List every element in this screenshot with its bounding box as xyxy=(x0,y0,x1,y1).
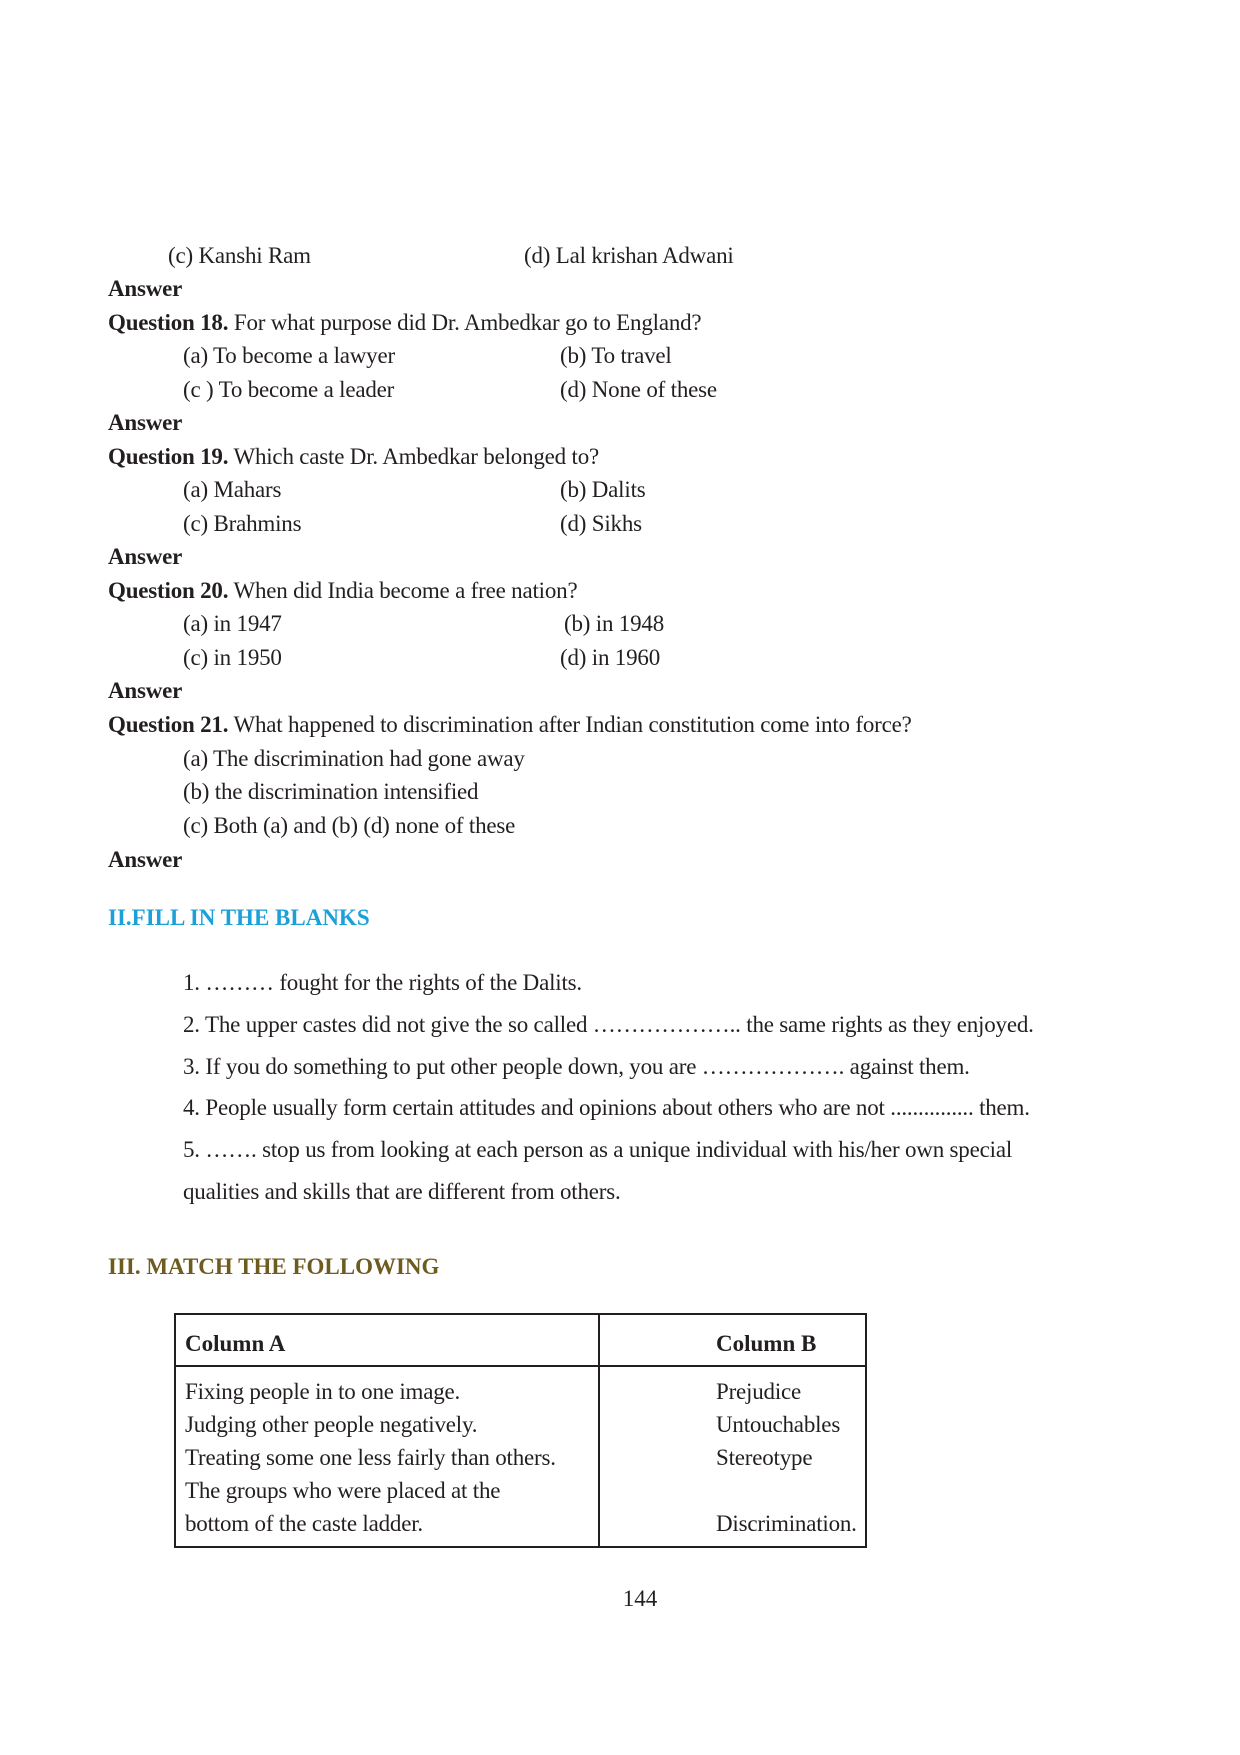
question-text: What happened to discrimination after Indian constitution come into force? xyxy=(233,712,912,737)
q19-answer-label: Answer xyxy=(108,544,183,569)
column-b-header: Column B xyxy=(599,1314,866,1366)
fill-blank-item-1: 1. ……… fought for the rights of the Dalits. xyxy=(183,970,582,995)
q18-option-a: (a) To become a lawyer xyxy=(183,343,395,368)
column-b-item: Stereotype xyxy=(716,1445,813,1470)
match-heading: III. MATCH THE FOLLOWING xyxy=(108,1254,440,1279)
fill-blank-item-3: 3. If you do something to put other people down, you are ………………. against them. xyxy=(183,1054,970,1079)
page-number: 144 xyxy=(622,1586,658,1611)
q18-option-d: (d) None of these xyxy=(560,377,717,402)
fill-blank-item-4: 4. People usually form certain attitudes and opinions about others who are not ............... them. xyxy=(183,1095,1030,1120)
q18-option-c: (c ) To become a leader xyxy=(183,377,395,402)
column-b-item: Untouchables xyxy=(716,1412,841,1437)
q17-option-d: (d) Lal krishan Adwani xyxy=(524,243,734,268)
question-number: Question 20. xyxy=(108,578,229,603)
table-row xyxy=(175,1366,866,1547)
q20-option-a: (a) in 1947 xyxy=(183,611,282,636)
column-a-item: Treating some one less fairly than others. xyxy=(185,1445,556,1470)
fill-blank-item-5: 5. ……. stop us from looking at each person as a unique individual with his/her own special xyxy=(183,1137,1013,1162)
q21-answer-label: Answer xyxy=(108,847,183,872)
q19-option-c: (c) Brahmins xyxy=(183,511,302,536)
question-text: Which caste Dr. Ambedkar belonged to? xyxy=(233,444,600,469)
q20-option-d: (d) in 1960 xyxy=(560,645,661,670)
column-a-item: bottom of the caste ladder. xyxy=(185,1511,423,1536)
column-a-item: Judging other people negatively. xyxy=(185,1412,478,1437)
column-a-header: Column A xyxy=(175,1314,599,1366)
match-table xyxy=(174,1313,867,1548)
question-20 xyxy=(108,577,577,605)
q19-option-d: (d) Sikhs xyxy=(560,511,642,536)
question-18 xyxy=(108,309,701,337)
fill-blanks-heading: II.FILL IN THE BLANKS xyxy=(108,905,370,930)
table-header-row xyxy=(175,1314,866,1366)
column-b-cell xyxy=(599,1366,866,1547)
q18-answer-label: Answer xyxy=(108,410,183,435)
column-a-cell xyxy=(175,1366,599,1547)
question-19 xyxy=(108,443,599,471)
q19-option-a: (a) Mahars xyxy=(183,477,282,502)
q20-answer-label: Answer xyxy=(108,678,183,703)
column-a-item: The groups who were placed at the xyxy=(185,1478,501,1503)
q21-option-c: (c) Both (a) and (b) (d) none of these xyxy=(183,813,516,838)
q17-option-c: (c) Kanshi Ram xyxy=(168,243,311,268)
question-21 xyxy=(108,711,912,739)
q21-option-a: (a) The discrimination had gone away xyxy=(183,746,525,771)
column-b-item-empty xyxy=(716,1474,865,1507)
column-a-item: Fixing people in to one image. xyxy=(185,1379,461,1404)
q17-answer-label: Answer xyxy=(108,276,183,301)
q21-option-b: (b) the discrimination intensified xyxy=(183,779,479,804)
fill-blank-item-2: 2. The upper castes did not give the so called ……………….. the same rights as they enjoyed. xyxy=(183,1012,1034,1037)
column-b-item: Prejudice xyxy=(716,1379,802,1404)
fill-blank-item-5-continued: qualities and skills that are different from others. xyxy=(183,1179,621,1204)
question-text: When did India become a free nation? xyxy=(233,578,578,603)
question-number: Question 18. xyxy=(108,310,229,335)
q20-option-c: (c) in 1950 xyxy=(183,645,282,670)
question-number: Question 19. xyxy=(108,444,229,469)
question-text: For what purpose did Dr. Ambedkar go to England? xyxy=(233,310,702,335)
q18-option-b: (b) To travel xyxy=(560,343,672,368)
question-number: Question 21. xyxy=(108,712,229,737)
column-b-item: Discrimination. xyxy=(716,1511,857,1536)
q20-option-b: (b) in 1948 xyxy=(564,611,665,636)
q19-option-b: (b) Dalits xyxy=(560,477,646,502)
